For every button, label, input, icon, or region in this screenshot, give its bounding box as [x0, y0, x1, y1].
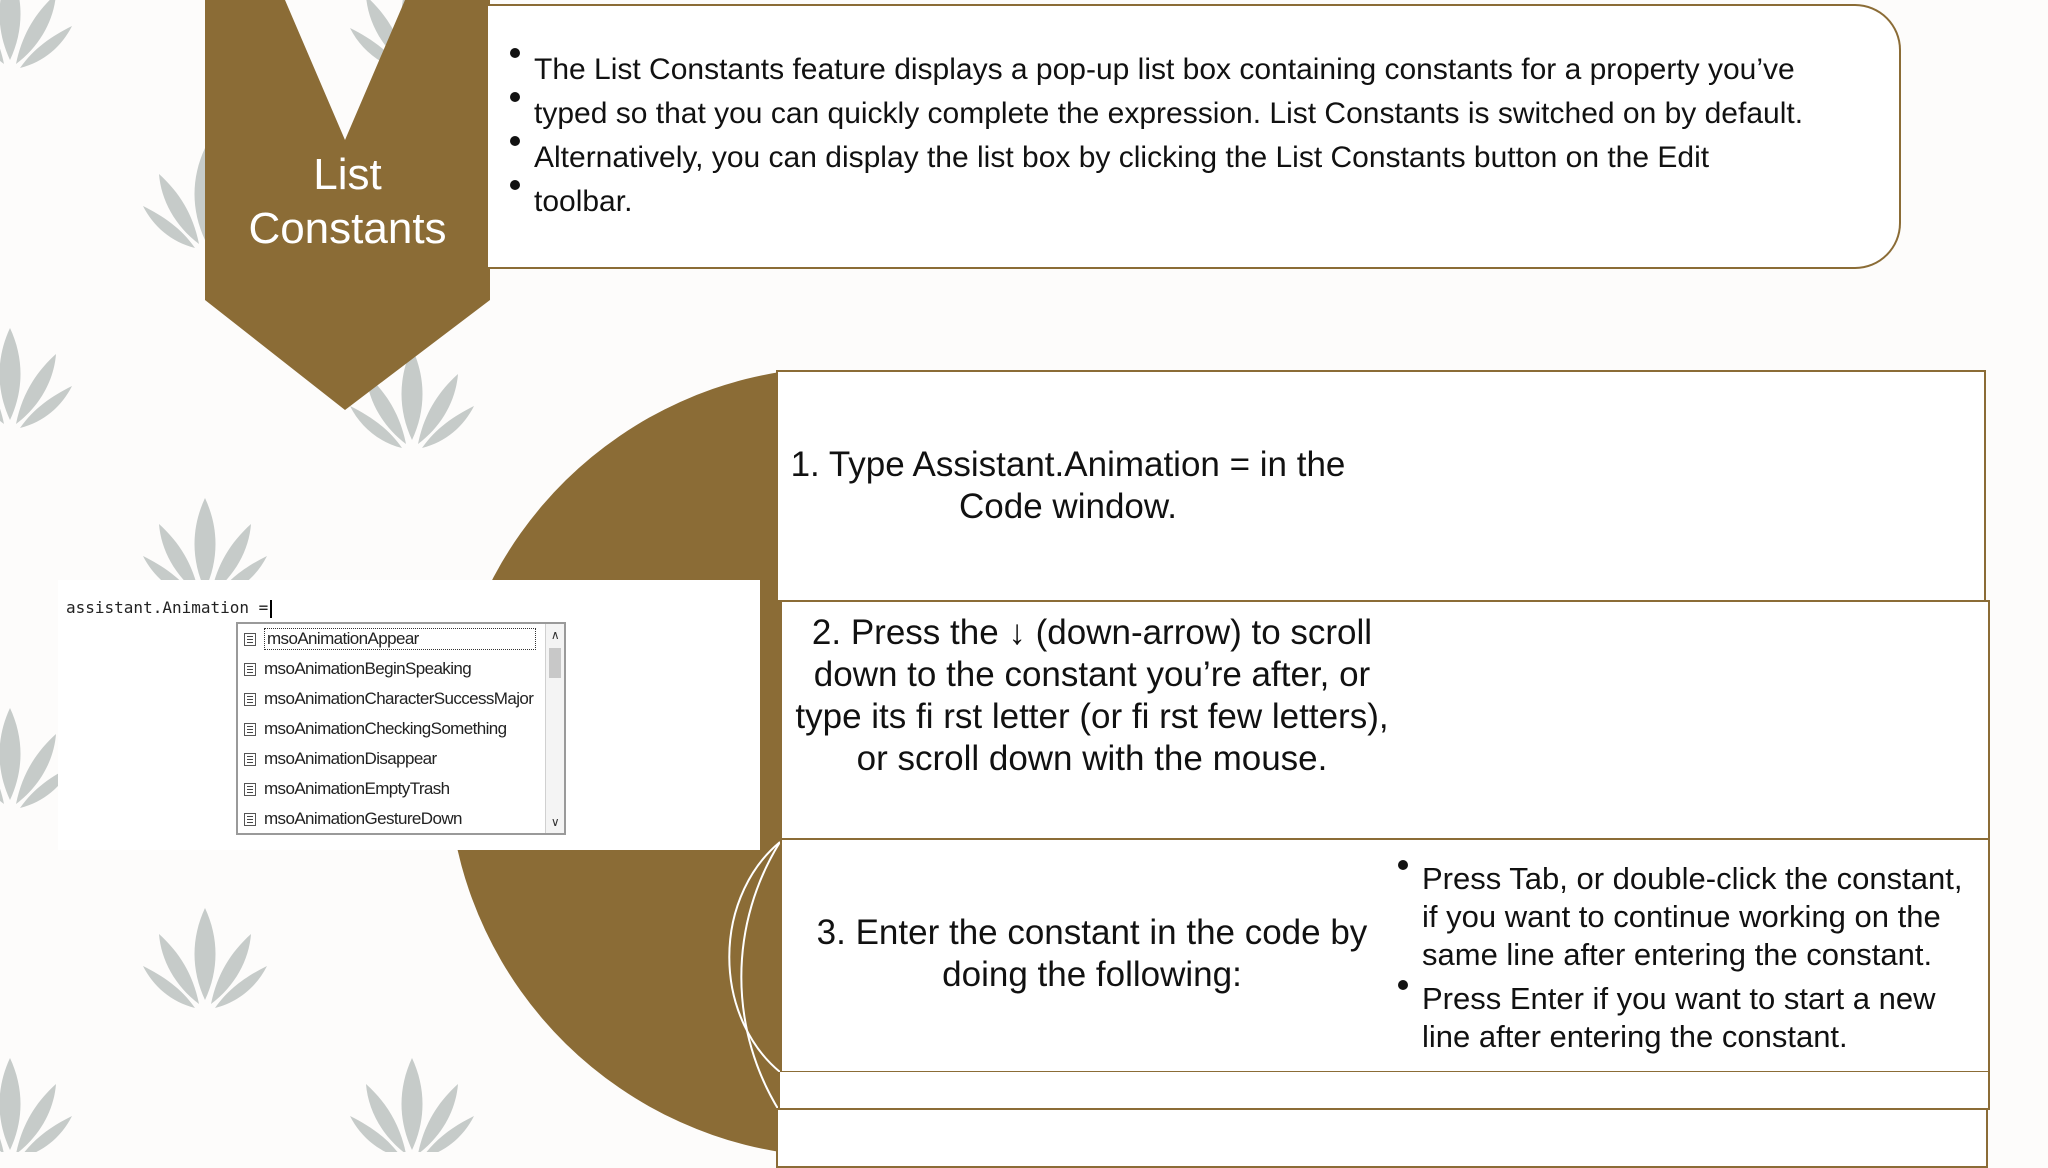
popup-item[interactable]: msoAnimationCheckingSomething	[238, 714, 546, 744]
scroll-down-icon[interactable]: ∨	[550, 815, 560, 829]
text-cursor	[270, 600, 272, 618]
header-bullet-list	[506, 48, 1899, 224]
step-1-text: 1. Type Assistant.Animation = in the Code window.	[790, 445, 1346, 526]
header-bullet: Alternatively, you can display the list box by clicking the List Constants button on the Edit	[506, 136, 1899, 180]
step-3-box	[780, 838, 1990, 1073]
scroll-thumb[interactable]	[549, 648, 561, 678]
constant-icon	[244, 783, 256, 796]
header-title	[205, 148, 490, 256]
header-title-line1: List	[313, 150, 382, 199]
popup-scrollbar[interactable]	[545, 624, 564, 833]
popup-item[interactable]: msoAnimationBeginSpeaking	[238, 654, 546, 684]
popup-items	[238, 624, 546, 834]
step-5-box-partial	[776, 1108, 1988, 1168]
step-2-box	[780, 600, 1990, 840]
constant-icon	[244, 723, 256, 736]
constant-icon	[244, 633, 256, 646]
popup-item[interactable]: msoAnimationDisappear	[238, 744, 546, 774]
constant-icon	[244, 663, 256, 676]
scroll-up-icon[interactable]: ∧	[550, 628, 560, 642]
header-bullet: The List Constants feature displays a pop-up list box containing constants for a property you’ve	[506, 48, 1899, 92]
step-4-box-partial	[778, 1072, 1990, 1110]
leaf-decoration-icon	[0, 1058, 72, 1152]
code-line	[66, 598, 272, 618]
header-bullet: toolbar.	[506, 180, 1899, 224]
code-window-screenshot	[58, 580, 760, 850]
step-3-text: 3. Enter the constant in the code by doing the following:	[816, 913, 1368, 994]
header-title-line2: Constants	[248, 204, 447, 253]
step-2-text: 2. Press the ↓ (down-arrow) to scroll down to the constant you’re after, or type its fi rst letter (or fi rst few letters), or scroll down with the mouse.	[795, 613, 1389, 778]
header-description-box	[488, 4, 1901, 269]
step-3-bullet: Press Tab, or double-click the constant, if you want to continue working on the same line after entering the constant.	[1394, 860, 1984, 974]
step-1-box	[776, 370, 1986, 602]
leaf-decoration-icon	[0, 0, 72, 68]
constant-icon	[244, 693, 256, 706]
code-line-text: assistant.Animation =	[66, 598, 269, 617]
popup-item[interactable]: msoAnimationCharacterSuccessMajor	[238, 684, 546, 714]
constants-popup-list[interactable]	[236, 622, 566, 835]
step-3-bullet-list	[1394, 860, 1984, 1056]
popup-item[interactable]: msoAnimationGestureDown	[238, 804, 546, 834]
popup-item-selected[interactable]: msoAnimationAppear	[238, 624, 546, 654]
popup-item[interactable]: msoAnimationEmptyTrash	[238, 774, 546, 804]
leaf-decoration-icon	[143, 908, 267, 1008]
header-bullet: typed so that you can quickly complete the expression. List Constants is switched on by default.	[506, 92, 1899, 136]
step-3-bullet: Press Enter if you want to start a new line after entering the constant.	[1394, 980, 1984, 1056]
leaf-decoration-icon	[350, 1058, 474, 1152]
leaf-decoration-icon	[0, 328, 72, 428]
constant-icon	[244, 813, 256, 826]
constant-icon	[244, 753, 256, 766]
